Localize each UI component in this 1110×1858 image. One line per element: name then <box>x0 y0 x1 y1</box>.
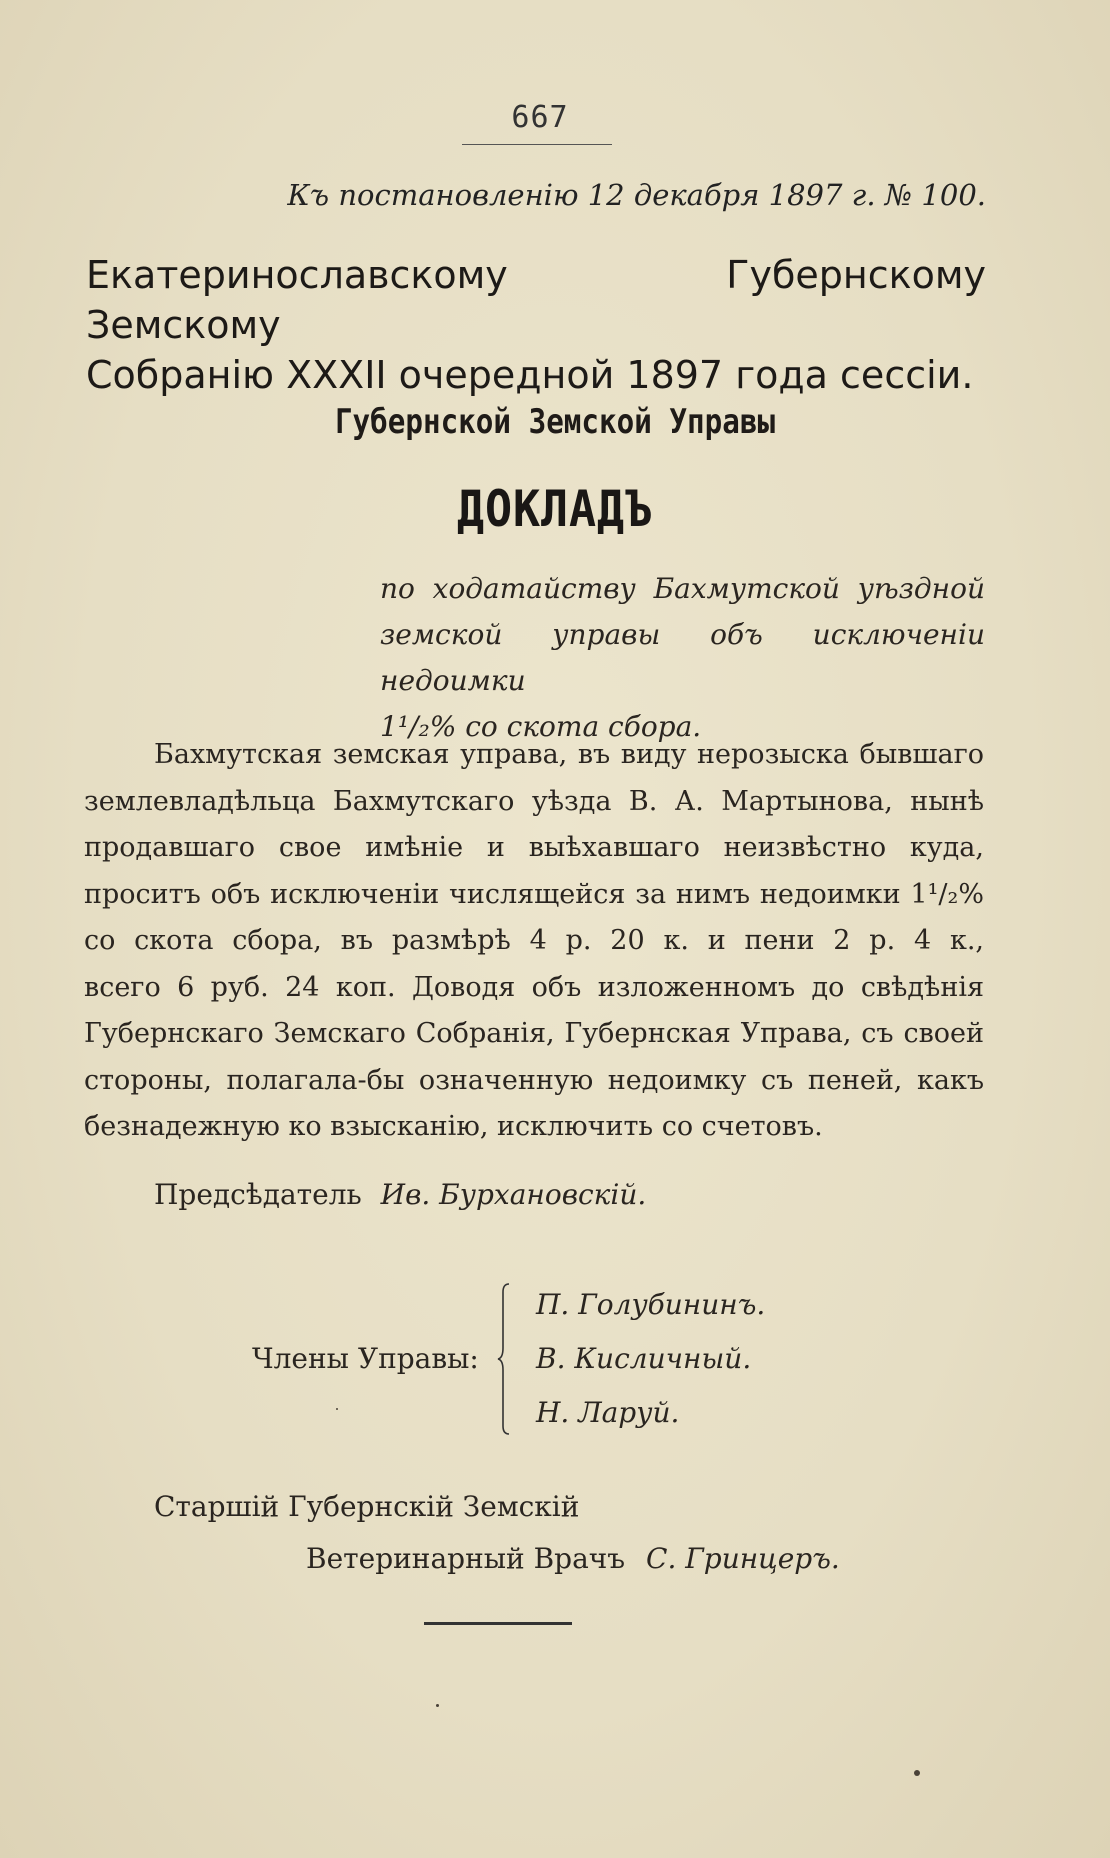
members-brace <box>497 1282 511 1436</box>
addressee-line-2: Собранію XXXII очередной 1897 года сессіи. <box>86 353 974 397</box>
subject-line-1: по ходатайству Бахмутской уѣздной <box>380 572 985 605</box>
paper-speck <box>336 1408 338 1410</box>
veterinarian-title-line-2: Ветеринарный Врачъ <box>306 1542 626 1575</box>
page-number-rule <box>462 144 612 145</box>
subject-line-2: земской управы объ исключеніи недоимки <box>380 618 985 697</box>
end-rule <box>424 1622 572 1625</box>
addressee-line-1: Екатеринославскому Губернскому Земскому <box>86 253 986 347</box>
veterinarian-signature <box>306 1542 840 1575</box>
paragraph-line: Бахмутская земская управа, въ виду нерозыска бывшаго <box>154 739 984 770</box>
report-paragraph <box>84 732 984 1151</box>
paragraph-line: землевладѣльца Бахмутскаго уѣзда В. А. Мартынова, нынѣ <box>84 785 984 817</box>
member-name: П. Голубининъ. <box>536 1288 766 1321</box>
paragraph-line: со скота сбора, въ размѣрѣ 4 р. 20 к. и пени 2 р. 4 к., <box>84 925 984 956</box>
member-name: Н. Ларуй. <box>536 1396 680 1429</box>
subject <box>380 566 985 750</box>
resolution-reference: Къ постановленію 12 декабря 1897 г. № 100. <box>287 178 986 212</box>
chairman-label: Предсѣдатель <box>154 1178 362 1211</box>
paragraph-line: продавшаго свое имѣніе и выѣхавшаго неизвѣстно куда, <box>84 832 984 863</box>
member-name: В. Кисличный. <box>536 1342 752 1375</box>
paragraph-line: проситъ объ исключеніи числящейся за нимъ недоимки 1¹/₂% <box>84 878 984 910</box>
chairman-signature <box>154 1178 646 1211</box>
addressee <box>86 250 986 400</box>
chairman-name: Ив. Бурхановскій. <box>380 1178 647 1211</box>
subject-line-3: 1¹/₂% со скота сбора. <box>380 710 702 743</box>
issuing-body: Губернской Земской Управы <box>334 402 776 442</box>
paragraph-line: всего 6 руб. 24 коп. Доводя объ изложенномъ до свѣдѣнія <box>84 971 984 1003</box>
paper-speck <box>436 1704 439 1707</box>
paper-speck <box>914 1770 920 1776</box>
veterinarian-title-line-1: Старшій Губернскій Земскій <box>154 1490 580 1523</box>
veterinarian-name: С. Гринцеръ. <box>646 1542 840 1575</box>
paragraph-line: стороны, полагала-бы означенную недоимку съ пеней, какъ <box>84 1064 984 1096</box>
paragraph-line: Губернскаго Земскаго Собранія, Губернская Управа, съ своей <box>84 1018 984 1049</box>
document-title: ДОКЛАДЪ <box>457 480 653 538</box>
paragraph-line: безнадежную ко взысканію, исключить со счетовъ. <box>84 1111 823 1142</box>
members-label: Члены Управы: <box>252 1342 479 1375</box>
page-number: 667 <box>511 100 569 135</box>
